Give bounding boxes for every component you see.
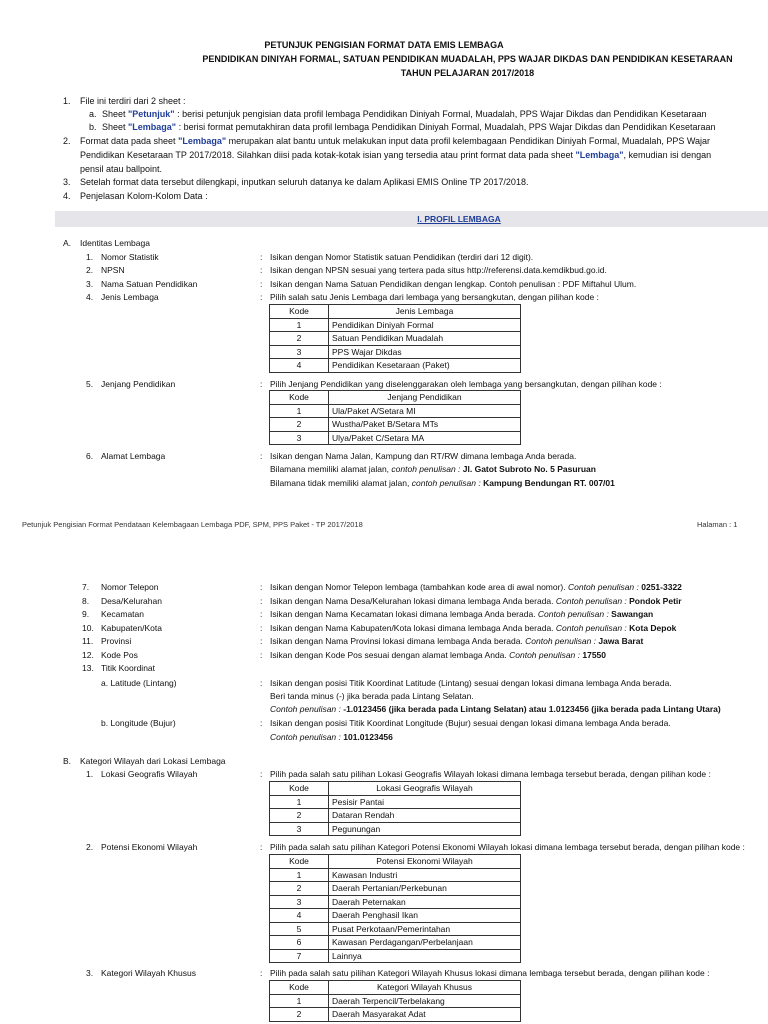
row-label: Desa/Kelurahan bbox=[101, 596, 162, 606]
row-label: Kode Pos bbox=[101, 650, 138, 660]
row-desc bbox=[270, 649, 606, 661]
row-number: 3. bbox=[86, 279, 94, 289]
row-desc: Isikan dengan Nama Jalan, Kampung dan RT/RW dimana lembaga Anda berada. bbox=[270, 451, 577, 461]
table-cell-kode: 2 bbox=[270, 882, 329, 896]
table-cell-kode: 3 bbox=[270, 822, 329, 836]
row-colon: : bbox=[260, 265, 263, 275]
table-cell-value: Pendidikan Diniyah Formal bbox=[329, 318, 521, 332]
desc-text: Isikan dengan Nama Kecamatan lokasi dimana lembaga Anda berada. bbox=[270, 609, 538, 619]
table-cell-value: PPS Wajar Dikdas bbox=[329, 345, 521, 359]
intro-text: Format data pada sheet bbox=[80, 136, 179, 146]
intro-letter: a. bbox=[89, 109, 97, 119]
table-cell-kode: 2 bbox=[270, 1008, 329, 1022]
row-colon: : bbox=[260, 292, 263, 302]
row-number: 3. bbox=[86, 968, 94, 978]
table-row bbox=[270, 809, 521, 823]
intro-item-2-line2 bbox=[80, 149, 711, 161]
row-colon: : bbox=[260, 968, 263, 978]
row-label: Alamat Lembaga bbox=[101, 451, 166, 461]
table-row bbox=[270, 431, 521, 445]
row-number: 13. bbox=[82, 663, 94, 673]
table-cell-kode: 7 bbox=[270, 949, 329, 963]
example-label: Contoh penulisan : bbox=[270, 732, 341, 742]
table-cell-value: Daerah Peternakan bbox=[329, 895, 521, 909]
row-label: Nama Satuan Pendidikan bbox=[101, 279, 198, 289]
intro-text: Sheet bbox=[102, 109, 129, 119]
table-row bbox=[270, 332, 521, 346]
table-cell-kode: 3 bbox=[270, 431, 329, 445]
row-colon: : bbox=[260, 623, 263, 633]
table-row bbox=[270, 936, 521, 950]
example-label: Contoh penulisan : bbox=[525, 636, 597, 646]
doc-title-line2: PENDIDIKAN DINIYAH FORMAL, SATUAN PENDIDIKAN MUADALAH, PPS WAJAR DIKDAS DAN PENDIDIKAN KESETARAAN bbox=[202, 54, 733, 64]
group-title: Identitas Lembaga bbox=[80, 238, 150, 248]
example-label: Contoh penulisan : bbox=[555, 623, 627, 633]
table-cell-value: Pendidikan Kesetaraan (Paket) bbox=[329, 359, 521, 373]
table-cell-value: Ula/Paket A/Setara MI bbox=[329, 404, 521, 418]
row-label: Kabupaten/Kota bbox=[101, 623, 162, 633]
table-row bbox=[270, 795, 521, 809]
group-letter: B. bbox=[63, 756, 72, 766]
table-jenis-lembaga bbox=[269, 304, 521, 373]
example-value: Kota Depok bbox=[626, 623, 677, 633]
intro-text: , kemudian isi dengan bbox=[623, 150, 712, 160]
table-row bbox=[270, 868, 521, 882]
row-colon: : bbox=[260, 842, 263, 852]
row-desc-line bbox=[270, 731, 393, 743]
row-label: Jenis Lembaga bbox=[101, 292, 159, 302]
intro-letter: b. bbox=[89, 122, 97, 132]
table-row bbox=[270, 949, 521, 963]
row-desc-line: Beri tanda minus (-) jika berada pada Lintang Selatan. bbox=[270, 691, 474, 701]
row-number: 11. bbox=[82, 636, 94, 646]
table-row bbox=[270, 822, 521, 836]
table-cell-value: Kawasan Industri bbox=[329, 868, 521, 882]
example-value: Kampung Bendungan RT. 007/01 bbox=[480, 478, 615, 488]
table-header-kode: Kode bbox=[270, 981, 329, 995]
table-header-kode: Kode bbox=[270, 855, 329, 869]
example-value: Jawa Barat bbox=[596, 636, 644, 646]
example-label: Contoh penulisan : bbox=[537, 609, 609, 619]
row-colon: : bbox=[260, 718, 263, 728]
table-potensi-ekonomi bbox=[269, 854, 521, 963]
row-colon: : bbox=[260, 596, 263, 606]
row-number: 5. bbox=[86, 379, 94, 389]
table-header: Jenis Lembaga bbox=[329, 305, 521, 319]
row-desc: Isikan dengan posisi Titik Koordinat Longitude (Bujur) sesuai dengan lokasi dimana lembaga Anda berada. bbox=[270, 718, 671, 728]
table-header: Kategori Wilayah Khusus bbox=[329, 981, 521, 995]
table-cell-value: Satuan Pendidikan Muadalah bbox=[329, 332, 521, 346]
table-cell-kode: 4 bbox=[270, 359, 329, 373]
table-cell-kode: 1 bbox=[270, 795, 329, 809]
intro-text: : berisi format pemutakhiran data profil lembaga Pendidikan Diniyah Formal, Muadalah, PPS Wajar Dikdas dan Pendidikan Kesetaraan bbox=[176, 122, 716, 132]
table-wilayah-khusus bbox=[269, 980, 521, 1022]
example-value: Sawangan bbox=[608, 609, 654, 619]
row-desc bbox=[270, 595, 682, 607]
example-value: Jl. Gatot Subroto No. 5 Pasuruan bbox=[460, 464, 596, 474]
example-value: 101.0123456 bbox=[340, 732, 393, 742]
example-label: Contoh penulisan : bbox=[509, 650, 581, 660]
row-desc-line bbox=[270, 463, 596, 475]
table-row bbox=[270, 1008, 521, 1022]
desc-text: Isikan dengan Kode Pos sesuai dengan alamat lembaga Anda. bbox=[270, 650, 510, 660]
row-desc: Pilih pada salah satu pilihan Lokasi Geografis Wilayah lokasi dimana lembaga tersebut berada, dengan pilihan kode : bbox=[270, 769, 711, 779]
table-row bbox=[270, 418, 521, 432]
row-label: Provinsi bbox=[101, 636, 132, 646]
table-jenjang-pendidikan bbox=[269, 390, 521, 445]
doc-title-line3: TAHUN PELAJARAN 2017/2018 bbox=[400, 68, 535, 78]
intro-number: 4. bbox=[63, 191, 71, 201]
page-number: Halaman : 1 bbox=[697, 520, 738, 529]
row-label: Lokasi Geografis Wilayah bbox=[101, 769, 198, 779]
table-header: Jenjang Pendidikan bbox=[329, 391, 521, 405]
sheet-name: "Lembaga" bbox=[128, 122, 177, 132]
example-label: Contoh penulisan : bbox=[568, 582, 639, 592]
example-label: Contoh penulisan : bbox=[555, 596, 627, 606]
row-colon: : bbox=[260, 582, 263, 592]
group-letter: A. bbox=[63, 238, 72, 248]
table-row bbox=[270, 922, 521, 936]
intro-text: : berisi petunjuk pengisian data profil lembaga Pendidikan Diniyah Formal, Muadalah, PPS Wajar Dikdas dan Pendidikan Kesetaraan bbox=[174, 109, 707, 119]
table-cell-kode: 2 bbox=[270, 332, 329, 346]
table-row bbox=[270, 882, 521, 896]
example-value: Pondok Petir bbox=[626, 596, 682, 606]
table-cell-value: Kawasan Perdagangan/Perbelanjaan bbox=[329, 936, 521, 950]
table-header-kode: Kode bbox=[270, 305, 329, 319]
row-label: Titik Koordinat bbox=[101, 663, 156, 673]
desc-text: Isikan dengan Nama Kabupaten/Kota lokasi dimana lembaga Anda berada. bbox=[270, 623, 556, 633]
sheet-name: "Lembaga" bbox=[178, 136, 227, 146]
table-cell-value: Pesisir Pantai bbox=[329, 795, 521, 809]
row-desc: Isikan dengan Nomor Statistik satuan Pendidikan (terdiri dari 12 digit). bbox=[270, 252, 534, 262]
doc-title-line1: PETUNJUK PENGISIAN FORMAT DATA EMIS LEMBAGA bbox=[264, 40, 504, 50]
table-cell-kode: 2 bbox=[270, 418, 329, 432]
table-row bbox=[270, 345, 521, 359]
desc-text: Bilamana tidak memiliki alamat jalan, bbox=[270, 478, 412, 488]
row-desc bbox=[270, 608, 653, 620]
table-row bbox=[270, 895, 521, 909]
example-label: contoh penulisan : bbox=[411, 478, 481, 488]
table-cell-kode: 1 bbox=[270, 404, 329, 418]
table-header: Lokasi Geografis Wilayah bbox=[329, 782, 521, 796]
row-number: 2. bbox=[86, 265, 94, 275]
row-desc: Pilih pada salah satu pilihan Kategori Potensi Ekonomi Wilayah lokasi dimana lembaga tersebut berada, dengan pilihan kode : bbox=[270, 842, 745, 852]
sheet-name: "Lembaga" bbox=[575, 150, 624, 160]
row-desc: Isikan dengan Nama Satuan Pendidikan dengan lengkap. Contoh penulisan : PDF Miftahul Ulum. bbox=[270, 279, 637, 289]
row-label: NPSN bbox=[101, 265, 125, 275]
row-number: 4. bbox=[86, 292, 94, 302]
table-header: Potensi Ekonomi Wilayah bbox=[329, 855, 521, 869]
intro-sub-a bbox=[102, 108, 707, 120]
row-number: 2. bbox=[86, 842, 94, 852]
row-number: 1. bbox=[86, 769, 94, 779]
row-colon: : bbox=[260, 451, 263, 461]
desc-text: Isikan dengan Nama Desa/Kelurahan lokasi dimana lembaga Anda berada. bbox=[270, 596, 556, 606]
row-colon: : bbox=[260, 279, 263, 289]
row-desc: Isikan dengan NPSN sesuai yang tertera pada situs http://referensi.data.kemdikbud.go.id. bbox=[270, 265, 607, 275]
desc-text: Isikan dengan Nomor Telepon lembaga (tambahkan kode area di awal nomor). bbox=[270, 582, 568, 592]
row-colon: : bbox=[260, 678, 263, 688]
intro-item-4: Penjelasan Kolom-Kolom Data : bbox=[80, 191, 208, 201]
table-cell-value: Wustha/Paket B/Setara MTs bbox=[329, 418, 521, 432]
table-header-kode: Kode bbox=[270, 782, 329, 796]
intro-text: Pendidikan Kesetaraan TP 2017/2018. Silahkan diisi pada kotak-kotak isian yang tersedia atau print format data pada sheet bbox=[80, 150, 576, 160]
row-colon: : bbox=[260, 650, 263, 660]
table-lokasi-geografis bbox=[269, 781, 521, 836]
table-cell-value: Daerah Masyarakat Adat bbox=[329, 1008, 521, 1022]
row-number: 9. bbox=[82, 609, 90, 619]
row-desc: Isikan dengan posisi Titik Koordinat Latitude (Lintang) sesuai dengan lokasi dimana lembaga Anda berada. bbox=[270, 678, 672, 688]
table-cell-value: Daerah Penghasil Ikan bbox=[329, 909, 521, 923]
table-header-kode: Kode bbox=[270, 391, 329, 405]
row-number: 10. bbox=[82, 623, 94, 633]
desc-text: Isikan dengan Nama Provinsi lokasi dimana lembaga Anda berada. bbox=[270, 636, 526, 646]
intro-sub-b bbox=[102, 121, 716, 133]
row-label: Jenjang Pendidikan bbox=[101, 379, 176, 389]
intro-item-1: File ini terdiri dari 2 sheet : bbox=[80, 96, 186, 106]
table-cell-kode: 4 bbox=[270, 909, 329, 923]
intro-text: Sheet bbox=[102, 122, 129, 132]
table-row bbox=[270, 994, 521, 1008]
row-label: Potensi Ekonomi Wilayah bbox=[101, 842, 198, 852]
row-desc: Pilih salah satu Jenis Lembaga dari lembaga yang bersangkutan, dengan pilihan kode : bbox=[270, 292, 599, 302]
section-title-text: I. PROFIL LEMBAGA bbox=[417, 214, 501, 224]
row-colon: : bbox=[260, 609, 263, 619]
row-number: 12. bbox=[82, 650, 94, 660]
row-desc bbox=[270, 622, 676, 634]
page-footer-title: Petunjuk Pengisian Format Pendataan Kelembagaan Lembaga PDF, SPM, PPS Paket - TP 2017/2018 bbox=[22, 520, 363, 529]
example-value: 17550 bbox=[580, 650, 607, 660]
intro-item-2-line3: pensil atau ballpoint. bbox=[80, 164, 163, 174]
table-cell-value: Pusat Perkotaan/Pemerintahan bbox=[329, 922, 521, 936]
row-desc: Pilih Jenjang Pendidikan yang diselenggarakan oleh lembaga yang bersangkutan, dengan pilihan kode : bbox=[270, 379, 662, 389]
table-row bbox=[270, 318, 521, 332]
row-number: 7. bbox=[82, 582, 90, 592]
example-value: 0251-3322 bbox=[638, 582, 682, 592]
row-number: 6. bbox=[86, 451, 94, 461]
table-row bbox=[270, 359, 521, 373]
table-cell-value: Daerah Pertanian/Perkebunan bbox=[329, 882, 521, 896]
table-cell-value: Dataran Rendah bbox=[329, 809, 521, 823]
row-desc-line bbox=[270, 477, 615, 489]
table-cell-value: Ulya/Paket C/Setara MA bbox=[329, 431, 521, 445]
row-desc bbox=[270, 581, 682, 593]
row-label: Nomor Statistik bbox=[101, 252, 159, 262]
table-cell-value: Lainnya bbox=[329, 949, 521, 963]
row-label: Kecamatan bbox=[101, 609, 144, 619]
table-cell-kode: 3 bbox=[270, 895, 329, 909]
row-desc bbox=[270, 635, 643, 647]
table-cell-kode: 2 bbox=[270, 809, 329, 823]
table-cell-kode: 6 bbox=[270, 936, 329, 950]
row-colon: : bbox=[260, 636, 263, 646]
table-cell-kode: 1 bbox=[270, 994, 329, 1008]
table-cell-value: Pegunungan bbox=[329, 822, 521, 836]
table-cell-value: Daerah Terpencil/Terbelakang bbox=[329, 994, 521, 1008]
row-sublabel: a. Latitude (Lintang) bbox=[101, 678, 177, 688]
row-label: Kategori Wilayah Khusus bbox=[101, 968, 196, 978]
example-label: contoh penulisan : bbox=[391, 464, 461, 474]
row-number: 1. bbox=[86, 252, 94, 262]
row-label: Nomor Telepon bbox=[101, 582, 159, 592]
row-colon: : bbox=[260, 379, 263, 389]
intro-text: merupakan alat bantu untuk melakukan input data profil kelembagaan Pendidikan Diniyah Formal, Muadalah, PPS Wajar bbox=[226, 136, 711, 146]
table-cell-kode: 3 bbox=[270, 345, 329, 359]
sheet-name: "Petunjuk" bbox=[128, 109, 175, 119]
row-sublabel: b. Longitude (Bujur) bbox=[101, 718, 176, 728]
example-label: Contoh penulisan : bbox=[270, 704, 341, 714]
table-cell-kode: 5 bbox=[270, 922, 329, 936]
intro-number: 2. bbox=[63, 136, 71, 146]
table-cell-kode: 1 bbox=[270, 868, 329, 882]
row-colon: : bbox=[260, 252, 263, 262]
example-value: -1.0123456 (jika berada pada Lintang Selatan) atau 1.0123456 (jika berada pada Lintang Utara) bbox=[340, 704, 721, 714]
intro-number: 1. bbox=[63, 96, 71, 106]
row-colon: : bbox=[260, 769, 263, 779]
row-number: 8. bbox=[82, 596, 90, 606]
row-desc: Pilih pada salah satu pilihan Kategori Wilayah Khusus lokasi dimana lembaga tersebut berada, dengan pilihan kode : bbox=[270, 968, 710, 978]
section-title bbox=[0, 213, 768, 225]
table-cell-kode: 1 bbox=[270, 318, 329, 332]
intro-item-3: Setelah format data tersebut dilengkapi, inputkan seluruh datanya ke dalam Aplikasi EMIS Online TP 2017/2018. bbox=[80, 177, 529, 187]
table-row bbox=[270, 404, 521, 418]
group-title: Kategori Wilayah dari Lokasi Lembaga bbox=[80, 756, 226, 766]
desc-text: Bilamana memiliki alamat jalan, bbox=[270, 464, 392, 474]
row-desc-line bbox=[270, 703, 721, 715]
intro-item-2 bbox=[80, 135, 710, 147]
intro-number: 3. bbox=[63, 177, 71, 187]
table-row bbox=[270, 909, 521, 923]
